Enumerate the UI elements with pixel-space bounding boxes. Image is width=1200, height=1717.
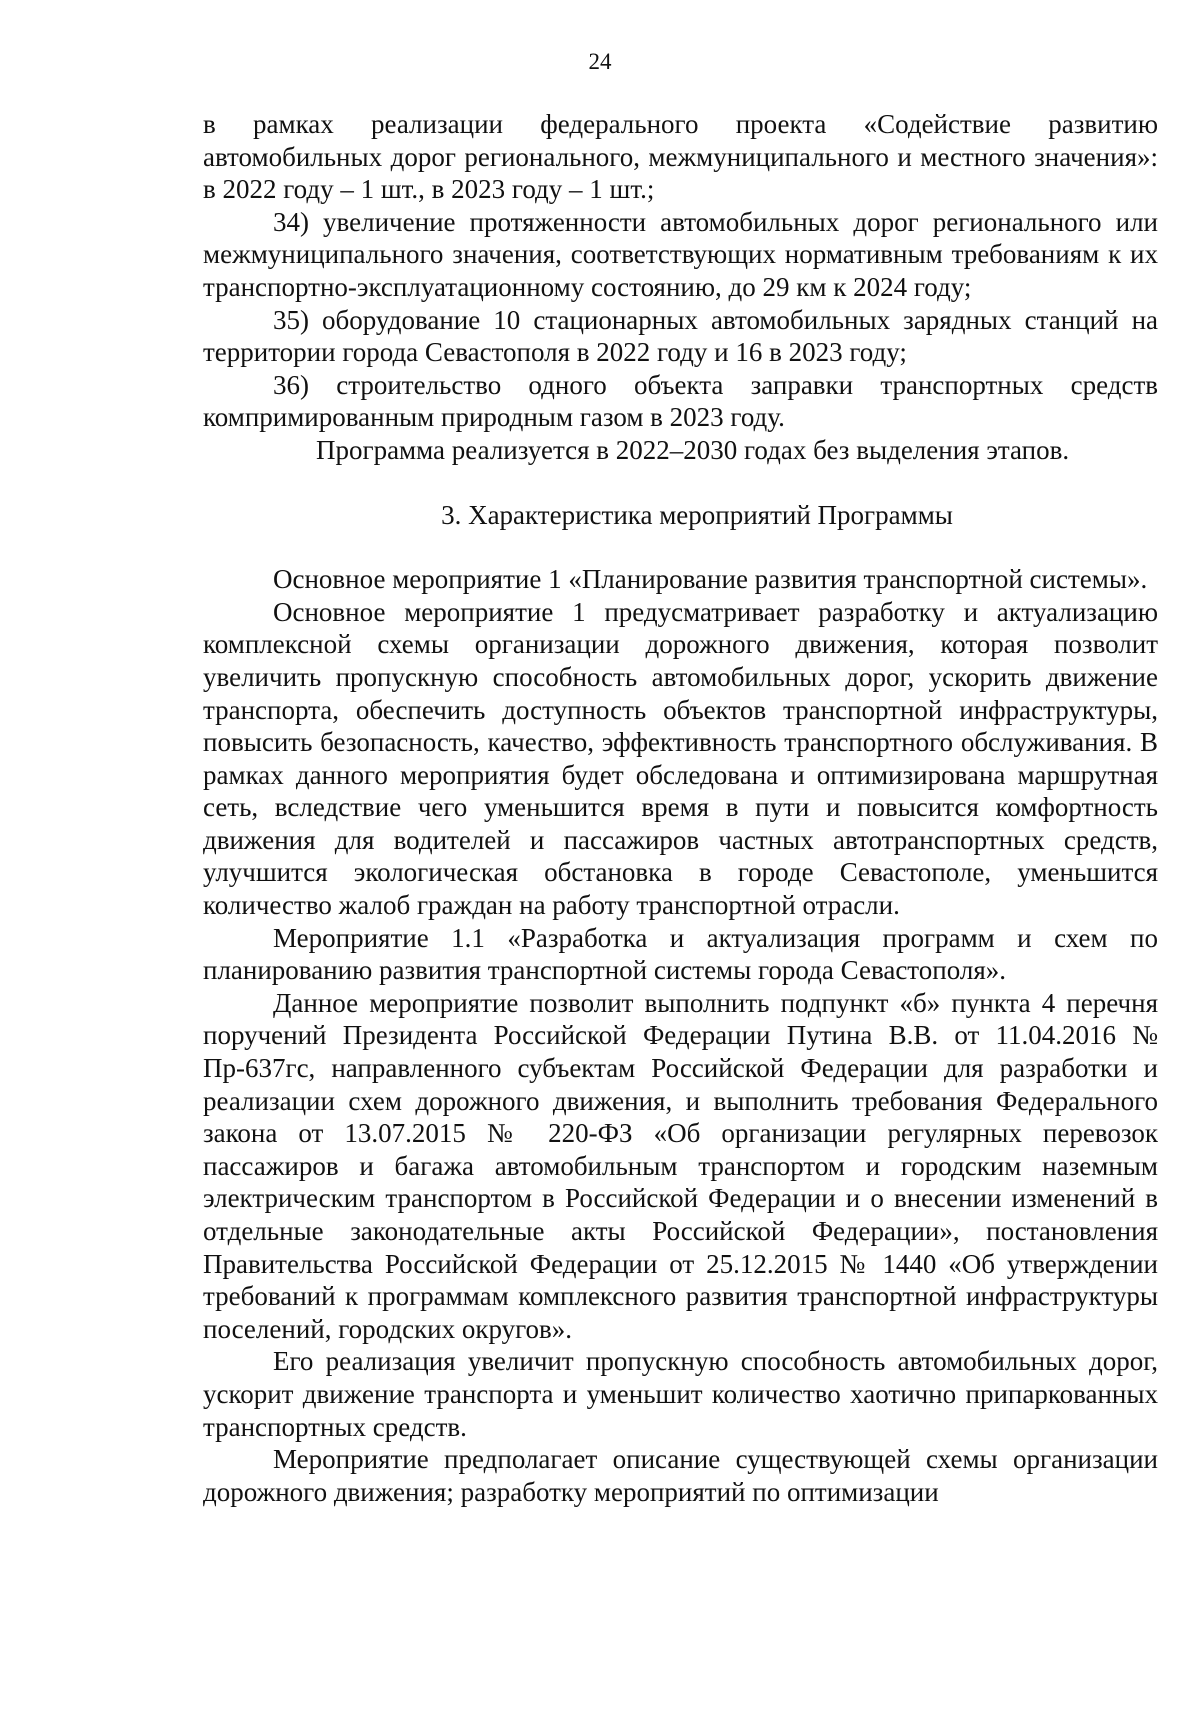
document-body bbox=[203, 108, 1158, 1508]
paragraph-item-35: 35) оборудование 10 стационарных автомобильных зарядных станций на территории города Севастополя в 2022 году и 16 в 2023 году; bbox=[203, 304, 1158, 368]
paragraph-main-activity-description: Основное мероприятие 1 предусматривает разработку и актуализацию комплексной схемы организации дорожного движения, которая позволит увеличить пропускную способность автомобильных дорог, ускорить движение транспорта, обеспечить доступность объектов транспортной инфраструктуры, повысить безопасность, качество, эффективность транспортного обслуживания. В рамках данного мероприятия будет обследована и оптимизирована маршрутная сеть, вследствие чего уменьшится время в пути и повысится комфортность движения для водителей и пассажиров частных автотранспортных средств, улучшится экологическая обстановка в городе Севастополе, уменьшится количество жалоб граждан на работу транспортной отрасли. bbox=[203, 596, 1158, 921]
paragraph-main-activity-title: Основное мероприятие 1 «Планирование развития транспортной системы». bbox=[273, 564, 1148, 595]
paragraph-continuation: в рамках реализации федерального проекта «Содействие развитию автомобильных дорог регионального, межмуниципального и местного значения»: в 2022 году – 1 шт., в 2023 году – 1 шт.; bbox=[203, 109, 1158, 205]
paragraph-program-period: Программа реализуется в 2022–2030 годах без выделения этапов. bbox=[316, 434, 1070, 465]
paragraph-activity-1-1-title: Мероприятие 1.1 «Разработка и актуализация программ и схем по планированию развития транспортной системы города Севастополя». bbox=[203, 922, 1158, 986]
paragraph-activity-legal-basis: Данное мероприятие позволит выполнить подпункт «б» пункта 4 перечня поручений Президента Российской Федерации Путина В.В. от 11.04.2016 № Пр-637гс, направленного субъектам Российской Федерации для разработки и реализации схем дорожного движения, и выполнить требования Федерального закона от 13.07.2015 № 220-ФЗ «Об организации регулярных перевозок пассажиров и багажа автомобильным транспортом и городским наземным электрическим транспортом в Российской Федерации и о внесении изменений в отдельные законодательные акты Российской Федерации», постановления Правительства Российской Федерации от 25.12.2015 № 1440 «Об утверждении требований к программам комплексного развития транспортной инфраструктуры поселений, городских округов». bbox=[203, 987, 1158, 1344]
paragraph-activity-scope: Мероприятие предполагает описание существующей схемы организации дорожного движения; разработку мероприятий по оптимизации bbox=[203, 1444, 1158, 1507]
page-number: 24 bbox=[588, 49, 612, 74]
paragraph-item-34: 34) увеличение протяженности автомобильных дорог регионального или межмуниципального значения, соответствующих нормативным требованиям к их транспортно-эксплуатационному состоянию, до 29 км к 2024 году; bbox=[203, 206, 1158, 302]
paragraph-activity-effect: Его реализация увеличит пропускную способность автомобильных дорог, ускорит движение транспорта и уменьшит количество хаотично припаркованных транспортных средств. bbox=[203, 1346, 1158, 1442]
section-heading: 3. Характеристика мероприятий Программы bbox=[441, 499, 953, 530]
paragraph-item-36: 36) строительство одного объекта заправки транспортных средств компримированным природным газом в 2023 году. bbox=[203, 369, 1158, 433]
